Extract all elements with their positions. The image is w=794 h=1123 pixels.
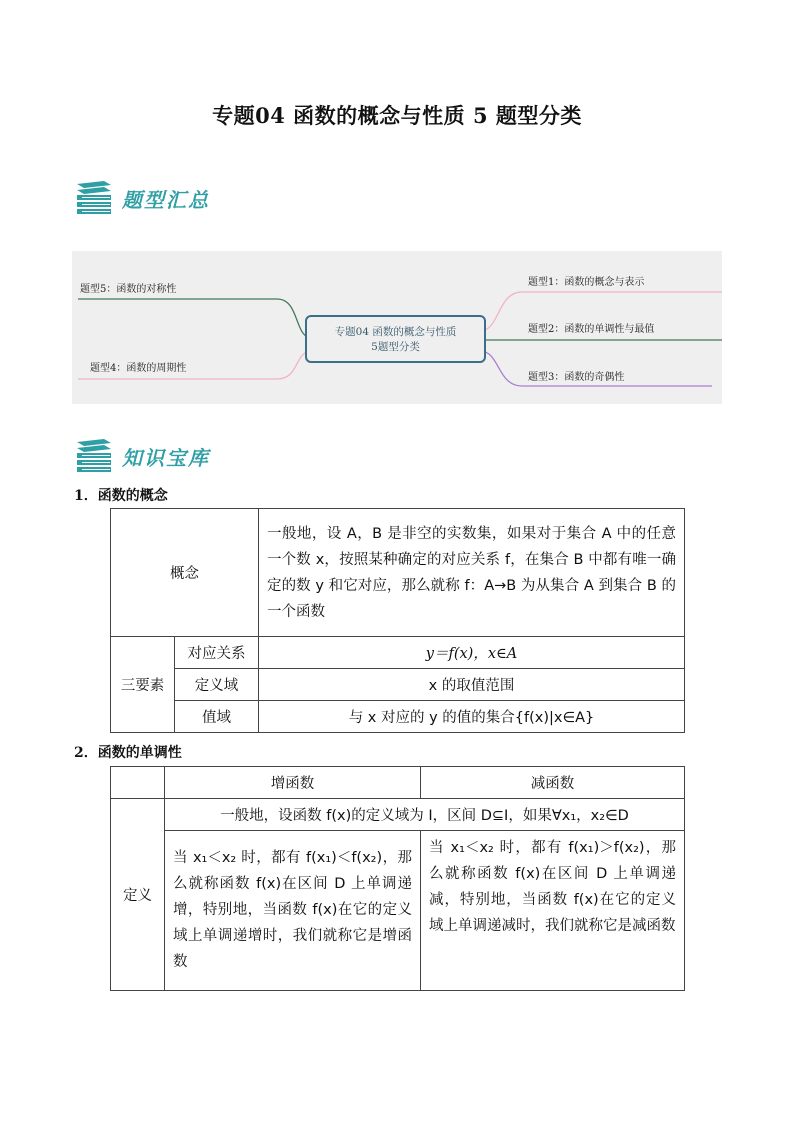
mindmap-node-type3: 题型3：函数的奇偶性 [528, 372, 625, 383]
element-value-domain: x 的取值范围 [259, 669, 685, 701]
definition-label: 定义 [111, 799, 165, 991]
element-name-mapping: 对应关系 [175, 637, 259, 669]
decreasing-column-header: 减函数 [421, 767, 685, 799]
knowledge-section-header [74, 438, 274, 476]
mind-map [72, 251, 722, 404]
monotonic-table [110, 766, 685, 991]
monotonic-corner-cell [111, 767, 165, 799]
mindmap-node-type1: 题型1：函数的概念与表示 [528, 277, 645, 288]
knowledge-section-title: 知识宝库 [122, 446, 210, 470]
decreasing-definition: 当 x₁＜x₂ 时，都有 f(x₁)＞f(x₂)，那么就称函数 f(x)在区间 D 上单调递减，特别地，当函数 f(x)在它的定义域上单调递减时，我们就称它是减函数 [421, 831, 685, 991]
concept-heading: 1．函数的概念 [74, 488, 168, 504]
increasing-definition: 当 x₁＜x₂ 时，都有 f(x₁)＜f(x₂)，那么就称函数 f(x)在区间 D 上单调递增，特别地，当函数 f(x)在它的定义域上单调递增时，我们就称它是增函数 [165, 831, 421, 991]
document-title: 专题04 函数的概念与性质 5 题型分类 [212, 103, 582, 128]
books-icon [74, 180, 114, 216]
mindmap-center-line1: 专题04 函数的概念与性质 [334, 326, 457, 338]
increasing-column-header: 增函数 [165, 767, 421, 799]
three-elements-label: 三要素 [111, 637, 175, 733]
element-value-range: 与 x 对应的 y 的值的集合{f(x)|x∈A} [259, 701, 685, 733]
concept-definition-cell: 一般地，设 A，B 是非空的实数集，如果对于集合 A 中的任意一个数 x，按照某种确定的对应关系 f，在集合 B 中都有唯一确定的数 y 和它对应，那么就称 f：A→B 为从集合 A 到集合 B 的一个函数 [259, 509, 685, 637]
books-icon [74, 438, 114, 474]
summary-section-header [74, 180, 274, 218]
element-name-domain: 定义域 [175, 669, 259, 701]
concept-label-cell: 概念 [111, 509, 259, 637]
mindmap-node-type4: 题型4：函数的周期性 [90, 363, 187, 374]
definition-common-text: 一般地，设函数 f(x)的定义域为 I，区间 D⊆I，如果∀x₁，x₂∈D [165, 799, 685, 831]
summary-section-title: 题型汇总 [122, 188, 210, 212]
mindmap-node-type5: 题型5：函数的对称性 [80, 284, 177, 295]
mindmap-node-type2: 题型2：函数的单调性与最值 [528, 324, 655, 335]
element-value-mapping: y＝f(x)，x∈A [259, 637, 685, 669]
mindmap-center-line2: 5题型分类 [371, 341, 420, 353]
mindmap-center-node [305, 315, 486, 363]
concept-table [110, 508, 685, 733]
monotonic-heading: 2．函数的单调性 [74, 745, 182, 761]
branch-type5 [78, 299, 312, 338]
element-name-range: 值域 [175, 701, 259, 733]
